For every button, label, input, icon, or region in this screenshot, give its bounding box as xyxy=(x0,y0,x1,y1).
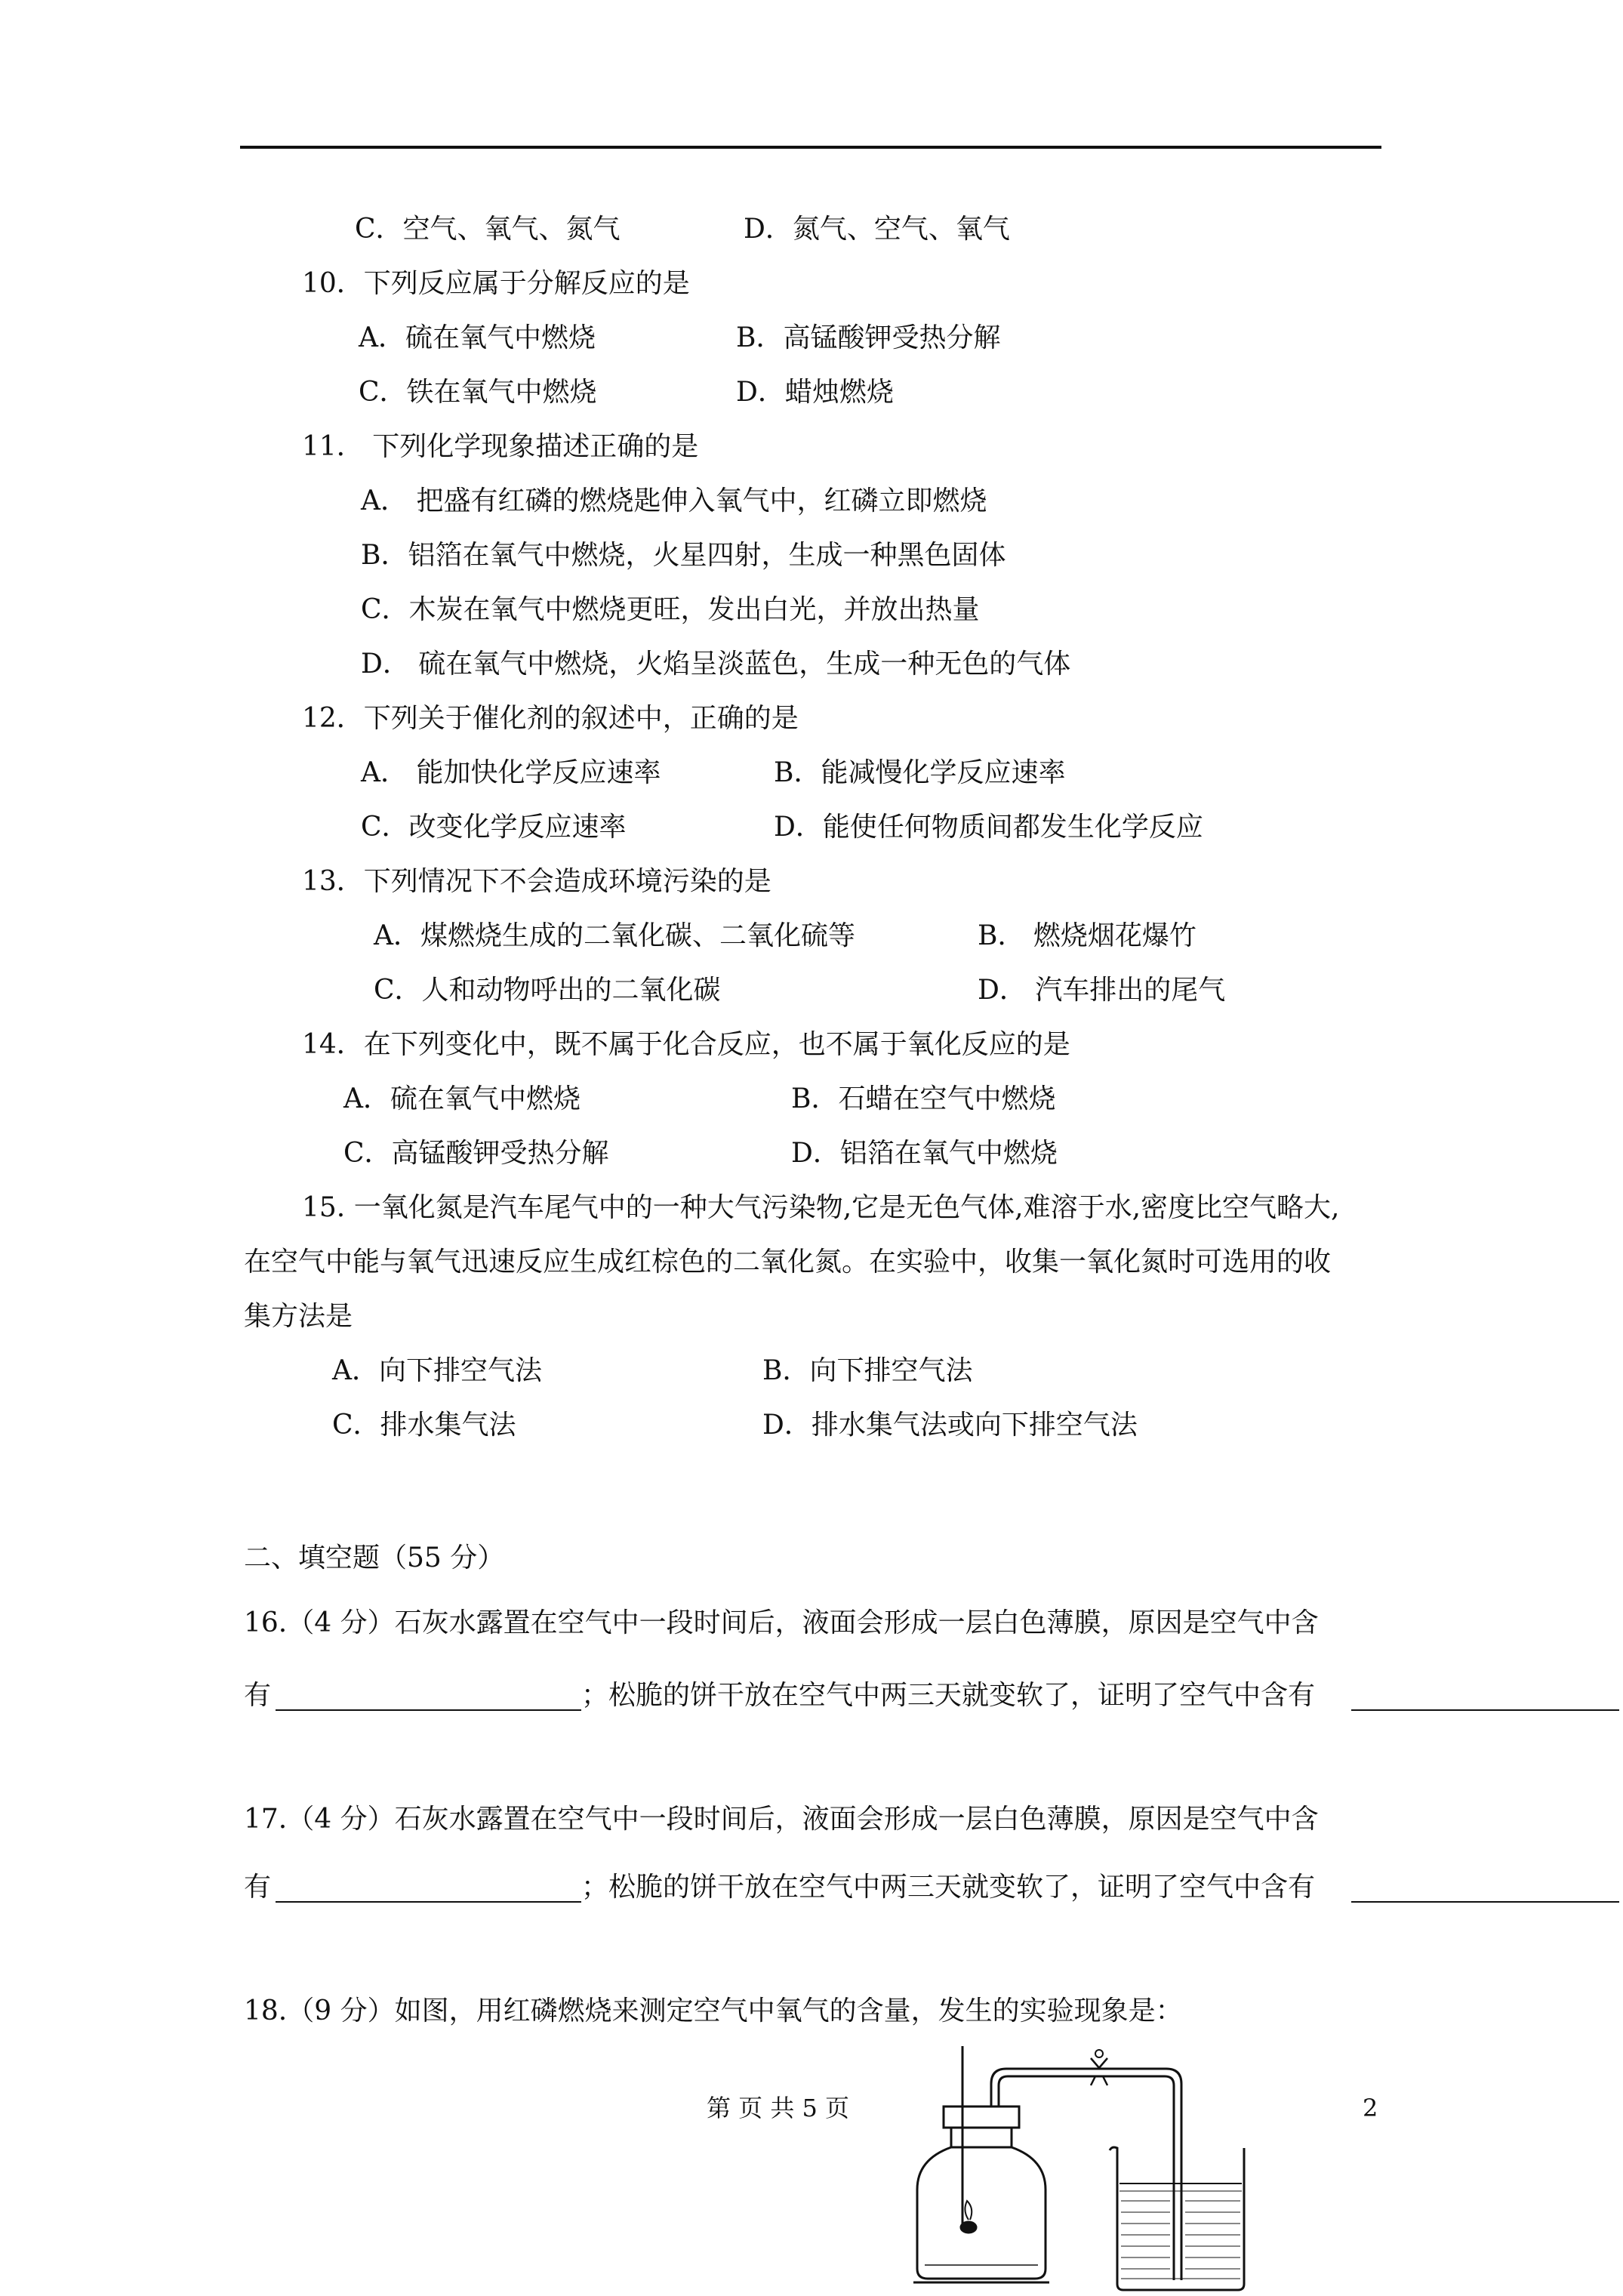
q17-blank-1[interactable] xyxy=(276,1901,581,1903)
q17-prefix: 有 xyxy=(244,1872,272,1903)
q12-option-d: D．能使任何物质间都发生化学反应 xyxy=(774,812,1203,843)
q16-middle: ；松脆的饼干放在空气中两三天就变软了，证明了空气中含有 xyxy=(581,1680,1316,1711)
q9-option-c: C．空气、氧气、氮气 xyxy=(355,214,621,245)
q11-option-c: C．木炭在氧气中燃烧更旺，发出白光，并放出热量 xyxy=(361,594,980,625)
q15-option-d: D．排水集气法或向下排空气法 xyxy=(762,1410,1138,1441)
q11-option-a: A． 把盛有红磷的燃烧匙伸入氧气中，红磷立即燃烧 xyxy=(361,485,987,516)
q12-stem: 12．下列关于催化剂的叙述中，正确的是 xyxy=(302,703,799,734)
q13-option-d: D． 汽车排出的尾气 xyxy=(978,975,1226,1006)
q17-line1: 17.（4 分）石灰水露置在空气中一段时间后，液面会形成一层白色薄膜，原因是空气中含 xyxy=(244,1804,1319,1835)
q18-line1: 18.（9 分）如图，用红磷燃烧来测定空气中氧气的含量，发生的实验现象是： xyxy=(244,1996,1183,2026)
q12-option-c: C．改变化学反应速率 xyxy=(361,812,627,843)
q14-option-a: A．硫在氧气中燃烧 xyxy=(343,1083,581,1114)
q14-stem: 14．在下列变化中，既不属于化合反应，也不属于氧化反应的是 xyxy=(302,1029,1070,1060)
q16-blank-2[interactable] xyxy=(1351,1709,1619,1711)
q12-option-a: A． 能加快化学反应速率 xyxy=(361,757,661,788)
q11-option-d: D． 硫在氧气中燃烧，火焰呈淡蓝色，生成一种无色的气体 xyxy=(361,649,1071,680)
header-rule xyxy=(240,146,1381,149)
q16-line1: 16.（4 分）石灰水露置在空气中一段时间后，液面会形成一层白色薄膜，原因是空气中含 xyxy=(244,1607,1319,1638)
q17-blank-2[interactable] xyxy=(1351,1901,1619,1903)
q10-option-d: D．蜡烛燃烧 xyxy=(736,377,894,408)
q15-option-a: A．向下排空气法 xyxy=(332,1355,542,1386)
q13-option-a: A．煤燃烧生成的二氧化碳、二氧化硫等 xyxy=(374,920,855,951)
q16-blank-1[interactable] xyxy=(276,1709,581,1711)
q9-option-d: D．氮气、空气、氧气 xyxy=(744,214,1010,245)
q11-option-b: B．铝箔在氧气中燃烧，火星四射，生成一种黑色固体 xyxy=(361,540,1006,571)
q13-option-b: B． 燃烧烟花爆竹 xyxy=(978,920,1196,951)
q10-option-b: B．高锰酸钾受热分解 xyxy=(736,322,1001,353)
section-title: 二、填空题（55 分） xyxy=(244,1542,505,1573)
footer-page-number: 2 xyxy=(1363,2094,1378,2122)
q15-option-c: C．排水集气法 xyxy=(332,1410,516,1441)
q17-middle: ；松脆的饼干放在空气中两三天就变软了，证明了空气中含有 xyxy=(581,1872,1316,1903)
red-phosphorus-apparatus-diagram xyxy=(910,2039,1332,2295)
q13-option-c: C．人和动物呼出的二氧化碳 xyxy=(374,975,721,1006)
q15-line1: 15. 一氧化氮是汽车尾气中的一种大气污染物,它是无色气体,难溶于水,密度比空气略大, xyxy=(302,1192,1340,1223)
q15-line2: 在空气中能与氧气迅速反应生成红棕色的二氧化氮。在实验中，收集一氧化氮时可选用的收 xyxy=(244,1247,1332,1277)
footer-page-label: 第 页 共 5 页 xyxy=(704,2093,852,2123)
q13-stem: 13．下列情况下不会造成环境污染的是 xyxy=(302,866,771,897)
q10-option-c: C．铁在氧气中燃烧 xyxy=(359,377,597,408)
q10-stem: 10．下列反应属于分解反应的是 xyxy=(302,268,690,299)
q15-option-b: B．向下排空气法 xyxy=(762,1355,973,1386)
q12-option-b: B．能减慢化学反应速率 xyxy=(774,757,1066,788)
q16-prefix: 有 xyxy=(244,1680,272,1711)
q10-option-a: A．硫在氧气中燃烧 xyxy=(359,322,596,353)
q14-option-b: B．石蜡在空气中燃烧 xyxy=(791,1083,1056,1114)
q14-option-c: C．高锰酸钾受热分解 xyxy=(343,1138,609,1169)
q14-option-d: D．铝箔在氧气中燃烧 xyxy=(791,1138,1058,1169)
q15-line3: 集方法是 xyxy=(244,1301,353,1332)
q11-stem: 11． 下列化学现象描述正确的是 xyxy=(302,431,699,462)
